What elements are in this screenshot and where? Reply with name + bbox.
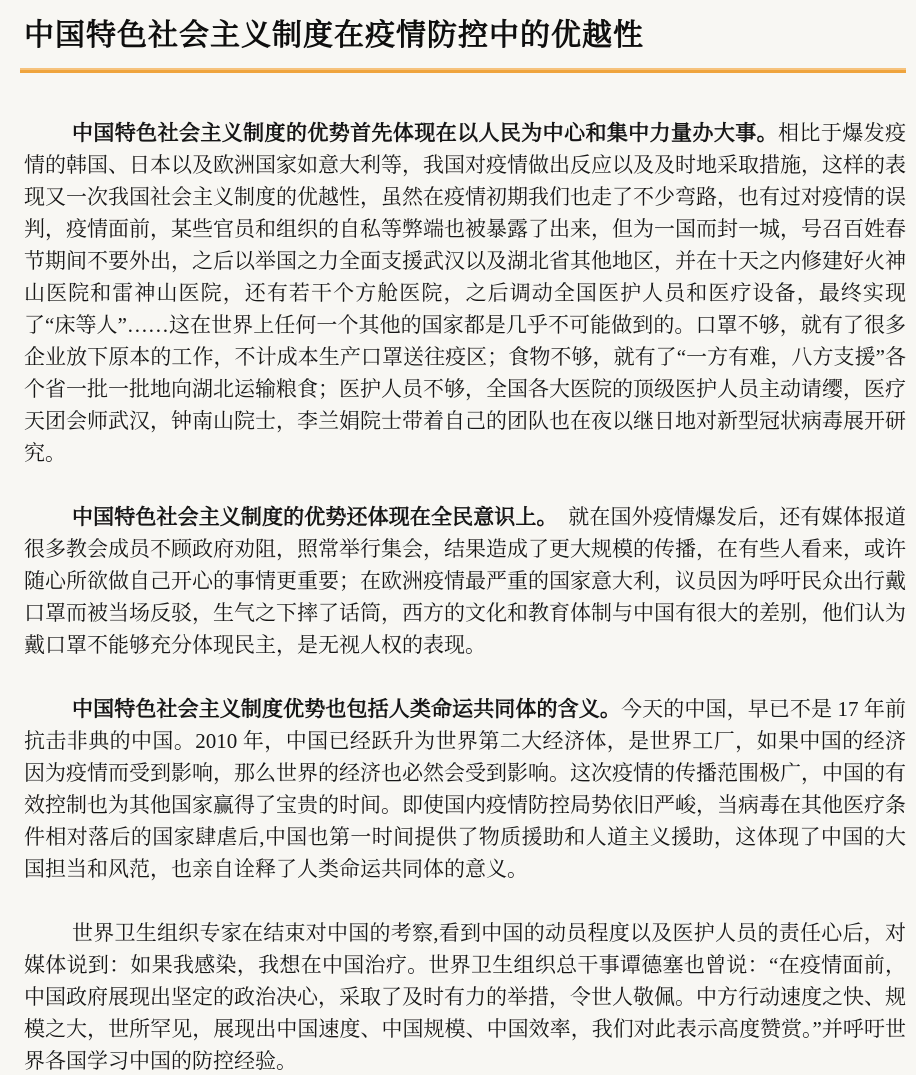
paragraph-1-body: 相比于爆发疫情的韩国、日本以及欧洲国家如意大利等，我国对疫情做出反应以及及时地采取措施，这样的表现又一次我国社会主义制度的优越性，虽然在疫情初期我们也走了不少弯路，也有过对疫情的误判，疫情面前，某些官员和组织的自私等弊端也被暴露了出来，但为一国而封一城，号召百姓春节期间不要外出，之后以举国之力全面支援武汉以及湖北省其他地区，并在十天之内修建好火神山医院和雷神山医院，还有若干个方舱医院，之后调动全国医护人员和医疗设备，最终实现了“床等人”……这在世界上任何一个其他的国家都是几乎不可能做到的。口罩不够，就有了很多企业放下原本的工作，不计成本生产口罩送往疫区；食物不够，就有了“一方有难，八方支援”各个省一批一批地向湖北运输粮食；医护人员不够，全国各大医院的顶级医护人员主动请缨，医疗天团会师武汉，钟南山院士，李兰娟院士带着自己的团队也在夜以继日地对新型冠状病毒展开研究。 <box>24 121 907 465</box>
paragraph-3 <box>24 693 906 885</box>
paragraph-4 <box>24 917 906 1075</box>
paragraph-2-lead: 中国特色社会主义制度的优势还体现在全民意识上。 <box>72 505 548 529</box>
title-divider-rule <box>20 68 906 73</box>
paragraph-2-body: 就在国外疫情爆发后，还有媒体报道很多教会成员不顾政府劝阻，照常举行集会，结果造成了更大规模的传播，在有些人看来，或许随心所欲做自己开心的事情更重要；在欧洲疫情最严重的国家意大利，议员因为呼吁民众出行戴口罩而被当场反驳，生气之下摔了话筒，西方的文化和教育体制与中国有很大的差别，他们认为戴口罩不能够充分体现民主，是无视人权的表现。 <box>24 505 907 657</box>
document-body <box>24 117 906 1075</box>
paragraph-1 <box>24 117 906 469</box>
page-title: 中国特色社会主义制度在疫情防控中的优越性 <box>24 19 644 52</box>
paragraph-1-lead: 中国特色社会主义制度的优势首先体现在以人民为中心和集中力量办大事。 <box>72 121 779 145</box>
paragraph-3-body: 今天的中国，早已不是 17 年前抗击非典的中国。2010 年，中国已经跃升为世界第二大经济体，是世界工厂，如果中国的经济因为疫情而受到影响，那么世界的经济也必然会受到影响。这次疫情的传播范围极广，中国的有效控制也为其他国家赢得了宝贵的时间。即使国内疫情防控局势依旧严峻，当病毒在其他医疗条件相对落后的国家肆虐后,中国也第一时间提供了物质援助和人道主义援助，这体现了中国的大国担当和风范，也亲自诠释了人类命运共同体的意义。 <box>24 697 906 881</box>
paragraph-2 <box>24 501 906 661</box>
paragraph-3-lead: 中国特色社会主义制度优势也包括人类命运共同体的含义。 <box>72 697 621 721</box>
paragraph-4-body: 世界卫生组织专家在结束对中国的考察,看到中国的动员程度以及医护人员的责任心后，对媒体说到：如果我感染，我想在中国治疗。世界卫生组织总干事谭德塞也曾说：“在疫情面前，中国政府展现出坚定的政治决心，采取了及时有力的举措，令世人敬佩。中方行动速度之快、规模之大，世所罕见，展现出中国速度、中国规模、中国效率，我们对此表示高度赞赏。”并呼吁世界各国学习中国的防控经验。 <box>24 921 906 1073</box>
